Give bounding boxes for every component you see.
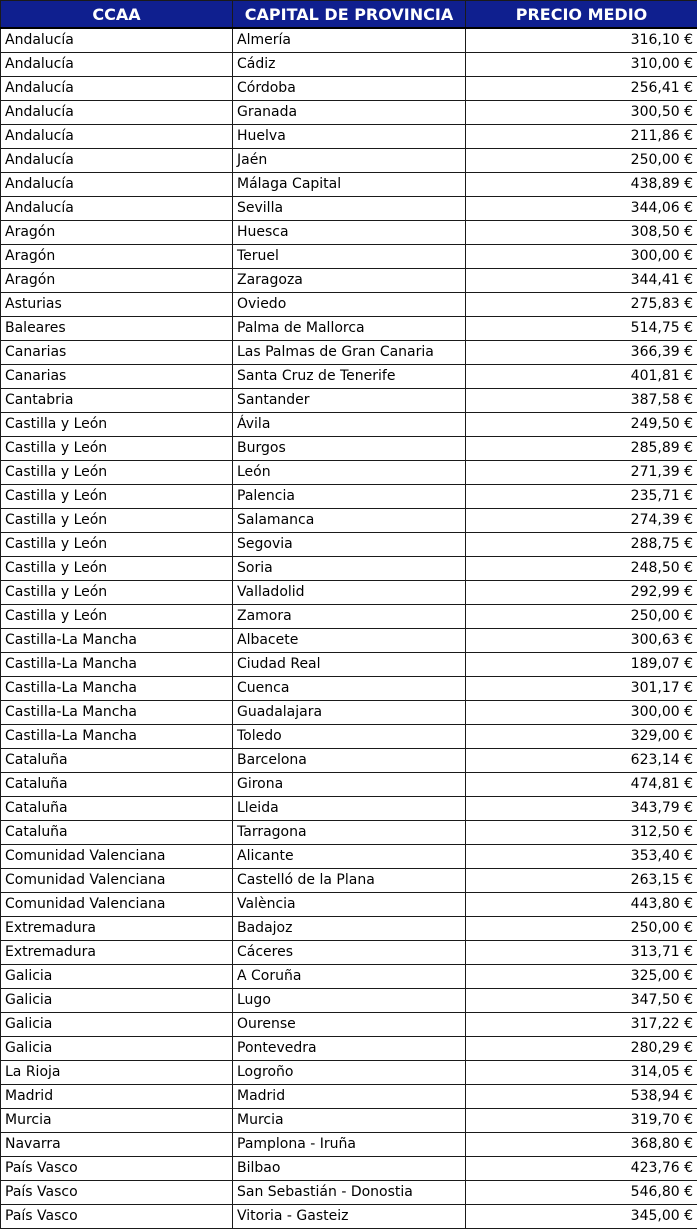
ccaa-cell: Castilla y León (1, 533, 233, 557)
ccaa-cell: Castilla y León (1, 461, 233, 485)
ccaa-cell: Canarias (1, 341, 233, 365)
table-row (1, 341, 697, 365)
price-cell: 443,80 € (466, 893, 697, 917)
price-cell: 189,07 € (466, 653, 697, 677)
ccaa-cell: Castilla y León (1, 581, 233, 605)
price-cell: 211,86 € (466, 125, 697, 149)
table-row (1, 1181, 697, 1205)
price-cell: 250,00 € (466, 149, 697, 173)
price-cell: 366,39 € (466, 341, 697, 365)
price-cell: 300,00 € (466, 701, 697, 725)
ccaa-cell: Castilla y León (1, 557, 233, 581)
capital-cell: Ourense (233, 1013, 466, 1037)
price-cell: 546,80 € (466, 1181, 697, 1205)
ccaa-cell: Comunidad Valenciana (1, 845, 233, 869)
price-cell: 474,81 € (466, 773, 697, 797)
capital-cell: Sevilla (233, 197, 466, 221)
capital-cell: València (233, 893, 466, 917)
capital-cell: Cádiz (233, 53, 466, 77)
ccaa-cell: Galicia (1, 1013, 233, 1037)
table-row (1, 869, 697, 893)
column-header-capital: CAPITAL DE PROVINCIA (233, 1, 466, 29)
capital-cell: Castelló de la Plana (233, 869, 466, 893)
capital-cell: Santa Cruz de Tenerife (233, 365, 466, 389)
table-row (1, 173, 697, 197)
ccaa-cell: Cataluña (1, 749, 233, 773)
ccaa-cell: Andalucía (1, 28, 233, 53)
ccaa-cell: Asturias (1, 293, 233, 317)
table-row (1, 1205, 697, 1229)
table-row (1, 125, 697, 149)
table-row (1, 845, 697, 869)
column-header-price: PRECIO MEDIO (466, 1, 697, 29)
ccaa-cell: Andalucía (1, 149, 233, 173)
price-cell: 623,14 € (466, 749, 697, 773)
ccaa-cell: Castilla-La Mancha (1, 701, 233, 725)
capital-cell: Córdoba (233, 77, 466, 101)
capital-cell: Almería (233, 28, 466, 53)
price-cell: 250,00 € (466, 917, 697, 941)
ccaa-cell: Murcia (1, 1109, 233, 1133)
ccaa-cell: Galicia (1, 989, 233, 1013)
price-cell: 313,71 € (466, 941, 697, 965)
table-row (1, 1037, 697, 1061)
header-row (1, 1, 697, 29)
ccaa-cell: Castilla y León (1, 437, 233, 461)
capital-cell: Guadalajara (233, 701, 466, 725)
table-body (1, 28, 697, 1229)
price-cell: 343,79 € (466, 797, 697, 821)
capital-cell: Málaga Capital (233, 173, 466, 197)
table-row (1, 773, 697, 797)
ccaa-cell: La Rioja (1, 1061, 233, 1085)
ccaa-cell: Andalucía (1, 53, 233, 77)
table-row (1, 53, 697, 77)
table-row (1, 1013, 697, 1037)
capital-cell: Pamplona - Iruña (233, 1133, 466, 1157)
ccaa-cell: Castilla-La Mancha (1, 725, 233, 749)
capital-cell: Barcelona (233, 749, 466, 773)
ccaa-cell: País Vasco (1, 1205, 233, 1229)
ccaa-cell: Cataluña (1, 821, 233, 845)
table-row (1, 1157, 697, 1181)
price-cell: 248,50 € (466, 557, 697, 581)
ccaa-cell: Castilla y León (1, 509, 233, 533)
capital-cell: Alicante (233, 845, 466, 869)
ccaa-cell: Galicia (1, 1037, 233, 1061)
table-row (1, 269, 697, 293)
ccaa-cell: Castilla y León (1, 413, 233, 437)
ccaa-cell: Extremadura (1, 917, 233, 941)
table-row (1, 557, 697, 581)
price-cell: 344,41 € (466, 269, 697, 293)
ccaa-cell: Comunidad Valenciana (1, 893, 233, 917)
ccaa-cell: Cataluña (1, 773, 233, 797)
table-row (1, 653, 697, 677)
ccaa-cell: Cataluña (1, 797, 233, 821)
ccaa-cell: Madrid (1, 1085, 233, 1109)
price-cell: 325,00 € (466, 965, 697, 989)
ccaa-cell: Andalucía (1, 125, 233, 149)
capital-cell: Tarragona (233, 821, 466, 845)
capital-cell: Huesca (233, 221, 466, 245)
ccaa-cell: Aragón (1, 269, 233, 293)
capital-cell: A Coruña (233, 965, 466, 989)
capital-cell: San Sebastián - Donostia (233, 1181, 466, 1205)
table-row (1, 821, 697, 845)
ccaa-cell: Castilla-La Mancha (1, 653, 233, 677)
capital-cell: Jaén (233, 149, 466, 173)
price-cell: 271,39 € (466, 461, 697, 485)
ccaa-cell: Canarias (1, 365, 233, 389)
capital-cell: Zamora (233, 605, 466, 629)
price-cell: 275,83 € (466, 293, 697, 317)
capital-cell: Badajoz (233, 917, 466, 941)
capital-cell: Oviedo (233, 293, 466, 317)
table-row (1, 245, 697, 269)
table-row (1, 1109, 697, 1133)
capital-cell: Soria (233, 557, 466, 581)
price-cell: 301,17 € (466, 677, 697, 701)
table-row (1, 701, 697, 725)
price-cell: 280,29 € (466, 1037, 697, 1061)
capital-cell: Granada (233, 101, 466, 125)
ccaa-cell: Cantabria (1, 389, 233, 413)
price-cell: 310,00 € (466, 53, 697, 77)
capital-cell: Segovia (233, 533, 466, 557)
price-cell: 353,40 € (466, 845, 697, 869)
price-cell: 345,00 € (466, 1205, 697, 1229)
capital-cell: Cuenca (233, 677, 466, 701)
capital-cell: Cáceres (233, 941, 466, 965)
capital-cell: Lleida (233, 797, 466, 821)
capital-cell: Murcia (233, 1109, 466, 1133)
capital-cell: Madrid (233, 1085, 466, 1109)
capital-cell: Ávila (233, 413, 466, 437)
capital-cell: Palencia (233, 485, 466, 509)
ccaa-cell: Andalucía (1, 197, 233, 221)
ccaa-cell: Castilla y León (1, 605, 233, 629)
table-row (1, 917, 697, 941)
price-cell: 347,50 € (466, 989, 697, 1013)
capital-cell: Logroño (233, 1061, 466, 1085)
capital-cell: Huelva (233, 125, 466, 149)
ccaa-cell: Baleares (1, 317, 233, 341)
table-row (1, 77, 697, 101)
price-cell: 288,75 € (466, 533, 697, 557)
price-cell: 368,80 € (466, 1133, 697, 1157)
price-cell: 300,50 € (466, 101, 697, 125)
table-row (1, 28, 697, 53)
capital-cell: Santander (233, 389, 466, 413)
table-row (1, 749, 697, 773)
price-cell: 314,05 € (466, 1061, 697, 1085)
price-cell: 308,50 € (466, 221, 697, 245)
price-cell: 319,70 € (466, 1109, 697, 1133)
table-row (1, 989, 697, 1013)
table-row (1, 941, 697, 965)
table-row (1, 221, 697, 245)
table-row (1, 389, 697, 413)
price-cell: 387,58 € (466, 389, 697, 413)
price-cell: 316,10 € (466, 28, 697, 53)
ccaa-cell: Andalucía (1, 173, 233, 197)
table-row (1, 581, 697, 605)
ccaa-cell: Comunidad Valenciana (1, 869, 233, 893)
capital-cell: Teruel (233, 245, 466, 269)
capital-cell: Palma de Mallorca (233, 317, 466, 341)
price-cell: 300,63 € (466, 629, 697, 653)
ccaa-cell: Aragón (1, 221, 233, 245)
table-row (1, 1085, 697, 1109)
price-cell: 329,00 € (466, 725, 697, 749)
price-cell: 538,94 € (466, 1085, 697, 1109)
table-row (1, 149, 697, 173)
price-cell: 312,50 € (466, 821, 697, 845)
ccaa-cell: Andalucía (1, 77, 233, 101)
table-row (1, 197, 697, 221)
price-cell: 292,99 € (466, 581, 697, 605)
capital-cell: León (233, 461, 466, 485)
table-row (1, 893, 697, 917)
capital-cell: Burgos (233, 437, 466, 461)
price-cell: 317,22 € (466, 1013, 697, 1037)
table-row (1, 629, 697, 653)
price-cell: 274,39 € (466, 509, 697, 533)
capital-cell: Zaragoza (233, 269, 466, 293)
capital-cell: Toledo (233, 725, 466, 749)
ccaa-cell: Aragón (1, 245, 233, 269)
price-cell: 514,75 € (466, 317, 697, 341)
price-cell: 263,15 € (466, 869, 697, 893)
table-row (1, 293, 697, 317)
price-cell: 401,81 € (466, 365, 697, 389)
capital-cell: Salamanca (233, 509, 466, 533)
ccaa-cell: Castilla-La Mancha (1, 629, 233, 653)
table-row (1, 413, 697, 437)
capital-cell: Vitoria - Gasteiz (233, 1205, 466, 1229)
table-row (1, 509, 697, 533)
table-row (1, 1061, 697, 1085)
price-cell: 438,89 € (466, 173, 697, 197)
table-row (1, 461, 697, 485)
table-row (1, 797, 697, 821)
table-row (1, 317, 697, 341)
price-cell: 344,06 € (466, 197, 697, 221)
table-row (1, 101, 697, 125)
price-cell: 300,00 € (466, 245, 697, 269)
table-row (1, 1133, 697, 1157)
capital-cell: Girona (233, 773, 466, 797)
ccaa-cell: Castilla y León (1, 485, 233, 509)
capital-cell: Valladolid (233, 581, 466, 605)
table-row (1, 677, 697, 701)
price-cell: 250,00 € (466, 605, 697, 629)
table-row (1, 485, 697, 509)
ccaa-cell: Galicia (1, 965, 233, 989)
capital-cell: Albacete (233, 629, 466, 653)
ccaa-cell: Navarra (1, 1133, 233, 1157)
price-cell: 256,41 € (466, 77, 697, 101)
ccaa-cell: Andalucía (1, 101, 233, 125)
table-row (1, 725, 697, 749)
price-cell: 249,50 € (466, 413, 697, 437)
ccaa-cell: Extremadura (1, 941, 233, 965)
capital-cell: Ciudad Real (233, 653, 466, 677)
capital-cell: Bilbao (233, 1157, 466, 1181)
price-cell: 235,71 € (466, 485, 697, 509)
capital-cell: Pontevedra (233, 1037, 466, 1061)
column-header-ccaa: CCAA (1, 1, 233, 29)
table-row (1, 605, 697, 629)
table-row (1, 437, 697, 461)
table-row (1, 965, 697, 989)
capital-cell: Lugo (233, 989, 466, 1013)
ccaa-cell: Castilla-La Mancha (1, 677, 233, 701)
ccaa-cell: País Vasco (1, 1157, 233, 1181)
ccaa-cell: País Vasco (1, 1181, 233, 1205)
price-cell: 423,76 € (466, 1157, 697, 1181)
capital-cell: Las Palmas de Gran Canaria (233, 341, 466, 365)
table-row (1, 533, 697, 557)
table-row (1, 365, 697, 389)
price-cell: 285,89 € (466, 437, 697, 461)
